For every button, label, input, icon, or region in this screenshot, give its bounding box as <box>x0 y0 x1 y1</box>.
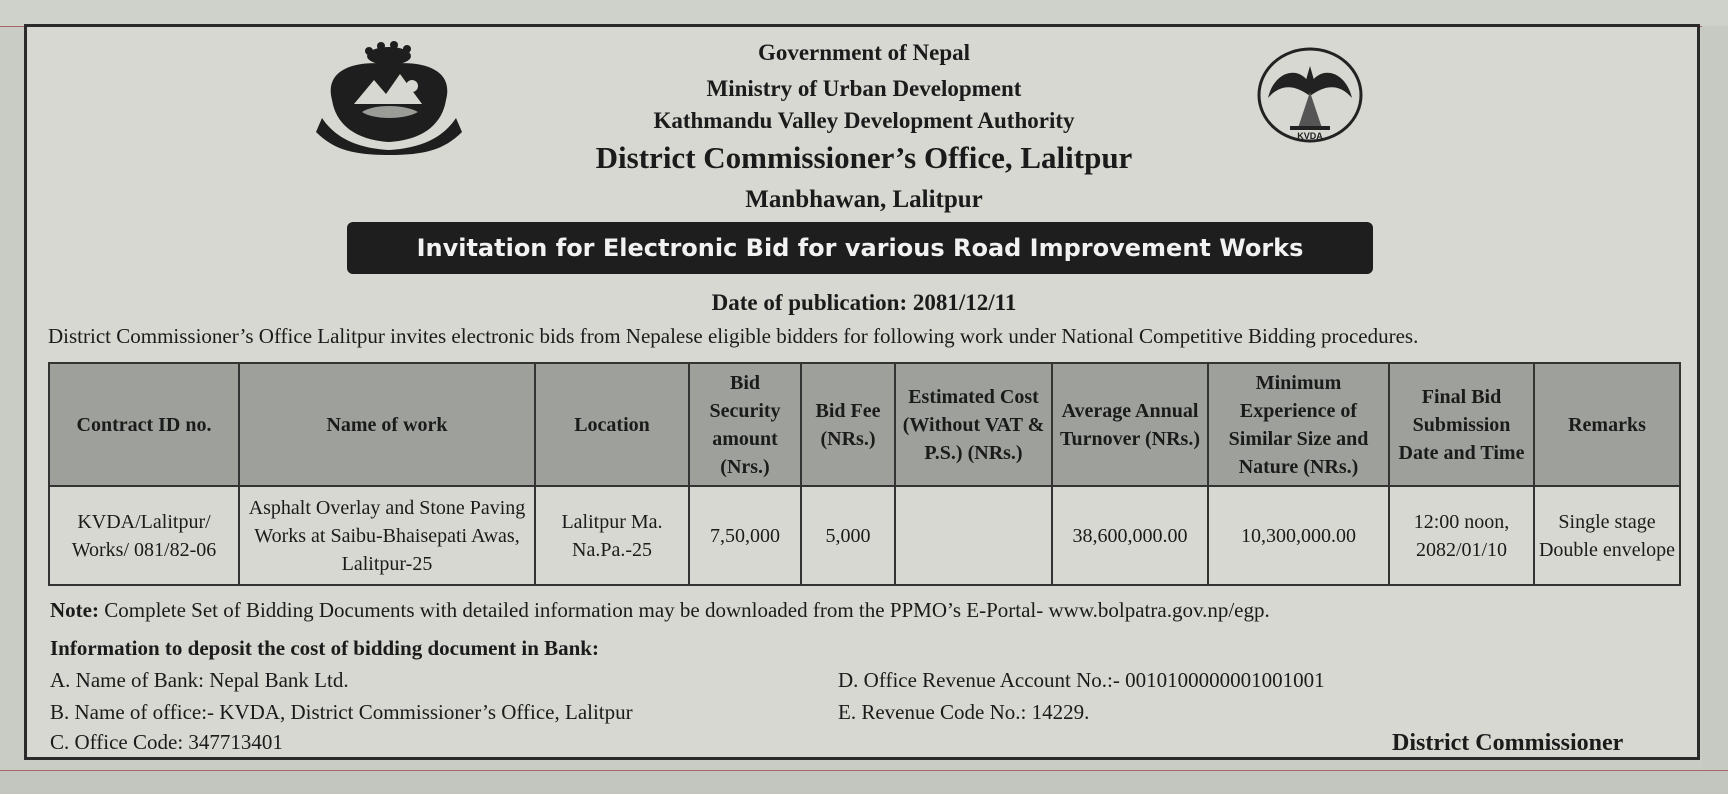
intro-paragraph: District Commissioner’s Office Lalitpur invites electronic bids from Nepalese eligible bidders for following work under National Competitive Bidding procedures. <box>48 324 1419 348</box>
office-name: B. Name of office:- KVDA, District Commissioner’s Office, Lalitpur <box>50 700 633 724</box>
cell-remarks: Single stage Double envelope <box>1534 486 1680 585</box>
note-text: Complete Set of Bidding Documents with detailed information may be downloaded from the PPMO’s E-Portal- www.bolpatra.gov.np/egp. <box>98 598 1270 622</box>
header-location: Location <box>535 363 689 486</box>
table-header-row <box>49 363 1680 486</box>
authority-title: Kathmandu Valley Development Authority <box>653 108 1075 133</box>
header-remarks: Remarks <box>1534 363 1680 486</box>
note-line <box>50 598 1270 623</box>
cell-minimum-experience: 10,300,000.00 <box>1208 486 1389 585</box>
note-label: Note: <box>50 598 99 622</box>
cell-bid-fee: 5,000 <box>801 486 895 585</box>
office-code: C. Office Code: 347713401 <box>50 730 283 754</box>
kvda-logo-text: KVDA <box>1297 131 1323 141</box>
header-submission-deadline: Final Bid Submission Date and Time <box>1389 363 1534 486</box>
header-name-of-work: Name of work <box>239 363 535 486</box>
header-bid-security: Bid Security amount (Nrs.) <box>689 363 801 486</box>
newspaper-side-strip <box>1702 26 1728 770</box>
cell-contract-id: KVDA/Lalitpur/ Works/ 081/82-06 <box>49 486 239 585</box>
cell-estimated-cost <box>895 486 1052 585</box>
header-contract-id: Contract ID no. <box>49 363 239 486</box>
header-bid-fee: Bid Fee (NRs.) <box>801 363 895 486</box>
ministry-title: Ministry of Urban Development <box>706 76 1022 101</box>
cell-name-of-work: Asphalt Overlay and Stone Paving Works at Saibu-Bhaisepati Awas, Lalitpur-25 <box>239 486 535 585</box>
revenue-code: E. Revenue Code No.: 14229. <box>838 700 1090 724</box>
signatory-title: District Commissioner <box>1392 730 1624 756</box>
newspaper-bottom-strip <box>0 770 1728 794</box>
header-minimum-experience: Minimum Experience of Similar Size and Nature (NRs.) <box>1208 363 1389 486</box>
cell-bid-security: 7,50,000 <box>689 486 801 585</box>
banner-title: Invitation for Electronic Bid for various Road Improvement Works <box>416 234 1304 262</box>
bid-table <box>48 362 1681 586</box>
cell-location: Lalitpur Ma. Na.Pa.-25 <box>535 486 689 585</box>
newspaper-top-strip <box>0 0 1728 27</box>
table-row <box>49 486 1680 585</box>
cell-average-turnover: 38,600,000.00 <box>1052 486 1208 585</box>
revenue-account: D. Office Revenue Account No.:- 0010100000001001001 <box>838 668 1325 692</box>
cell-submission-deadline: 12:00 noon, 2082/01/10 <box>1389 486 1534 585</box>
publication-date: Date of publication: 2081/12/11 <box>711 290 1017 315</box>
office-title: District Commissioner’s Office, Lalitpur <box>595 140 1133 175</box>
bank-info-title: Information to deposit the cost of bidding document in Bank: <box>50 636 599 660</box>
header-estimated-cost: Estimated Cost (Without VAT & P.S.) (NRs.) <box>895 363 1052 486</box>
invitation-banner <box>347 222 1373 274</box>
bank-name: A. Name of Bank: Nepal Bank Ltd. <box>50 668 349 692</box>
government-title: Government of Nepal <box>757 40 971 65</box>
header-average-turnover: Average Annual Turnover (NRs.) <box>1052 363 1208 486</box>
office-address: Manbhawan, Lalitpur <box>745 186 983 213</box>
